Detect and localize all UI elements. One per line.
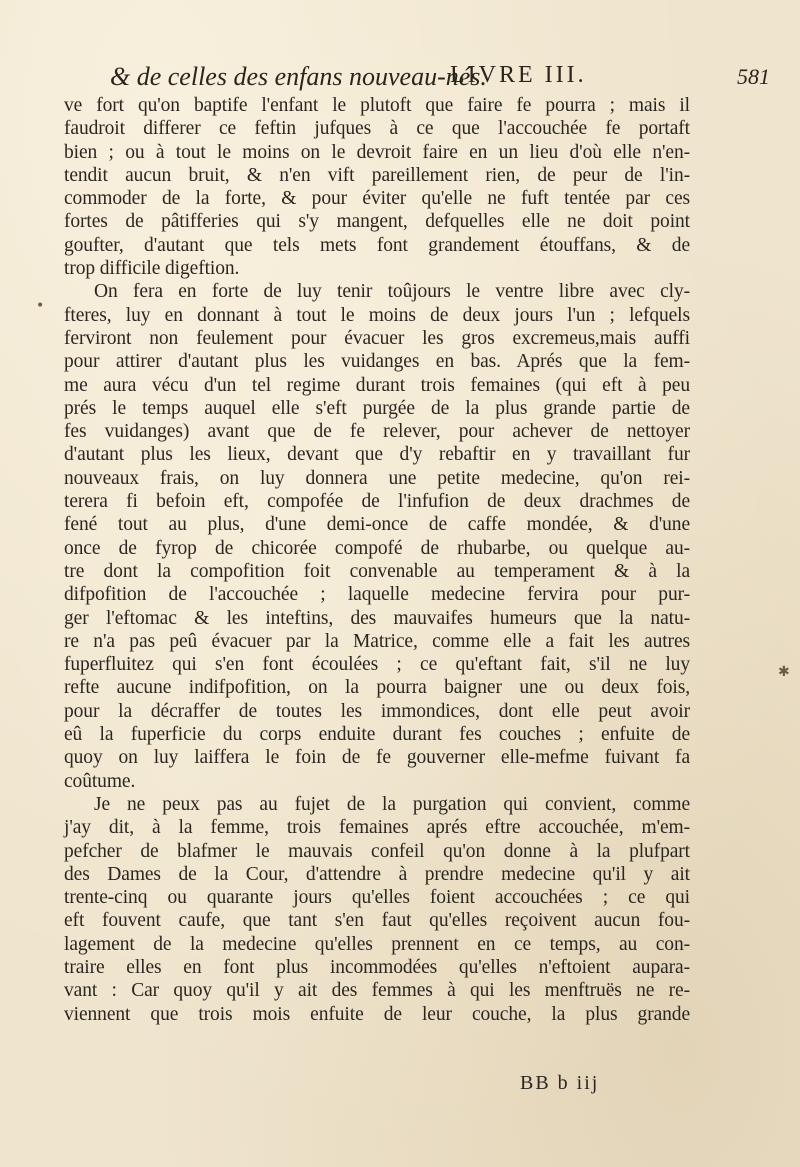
text-line: re n'a pas peû évacuer par la Matrice, comme elle a fait les autres [64,630,690,652]
text-line: fes vuidanges) avant que de fe relever, pour achever de nettoyer [64,421,690,443]
text-line: eft fouvent caufe, que tant s'en faut qu'elles reçoivent aucun fou- [64,910,690,932]
text-line: coûtume. [64,770,136,792]
text-line: ve fort qu'on baptife l'enfant le plutoft que faire fe pourra ; mais il [64,95,690,116]
text-line: refte aucune indifpofition, on la pourra baigner une ou deux fois, [64,677,690,699]
text-line: fteres, luy en donnant à tout le moins de deux jours l'un ; lefquels [64,304,690,326]
text-line: pefcher de blafmer le mauvais confeil qu'on donne à la plufpart [64,840,690,862]
page-number: 581 [737,64,770,89]
text-line: terera fi befoin eft, compofée de l'infufion de deux drachmes de [64,491,690,513]
text-line: prés le temps auquel elle s'eft purgée de la plus grande partie de [64,397,690,419]
text-line: once de fyrop de chicorée compofé de rhubarbe, ou quelque au- [64,537,690,559]
text-line: ger l'eftomac & les inteftins, des mauvaifes humeurs que la natu- [64,607,690,629]
text-line: pour attirer d'autant plus les vuidanges en bas. Aprés que la fem- [64,351,690,373]
text-line: fuperfluitez qui s'en font écoulées ; ce qu'eftant fait, s'il ne luy [64,654,690,676]
text-line: faudroit differer ce feftin jufques à ce que l'accouchée fe portaft [64,118,690,140]
text-line: quoy on luy laiffera le foin de fe gouverner elle-mefme fuivant fa [64,747,690,769]
text-line: vant : Car quoy qu'il y ait des femmes à qui les menftruës ne re- [64,980,690,1002]
text-line: bien ; ou à tout le moins on le devroit faire en un lieu d'où elle n'en- [64,141,690,163]
margin-dot: • [36,298,45,314]
body-text [64,94,690,1026]
text-line: nouveaux frais, on luy donnera une petite medecine, qu'on rei- [64,467,690,489]
text-line: On fera en forte de luy tenir toûjours le ventre libre avec cly- [94,281,690,303]
signature-mark: BB b iij [520,1072,600,1094]
text-line: difpofition de l'accouchée ; laquelle medecine fervira pour pur- [64,584,690,606]
text-line: lagement de la medecine qu'elles prennent en ce temps, au con- [64,933,690,955]
text-line: trente-cinq ou quarante jours qu'elles foient accouchées ; ce qui [64,887,690,909]
text-line: des Dames de la Cour, d'attendre à prendre medecine qu'il y ait [64,863,690,885]
text-line: commoder de la forte, & pour éviter qu'elle ne fuft tentée par ces [64,188,690,210]
running-head-book: LIVRE III. [450,62,587,88]
text-line: fortes de pâtifferies qui s'y mangent, defquelles elle ne doit point [64,211,690,233]
margin-star-icon: ✱ [778,664,790,680]
text-line: pour la décraffer de toutes les immondices, dont elle peut avoir [64,700,690,722]
running-head-title: & de celles des enfans nouveau-nés. [110,62,487,91]
running-head [110,62,770,94]
text-line: Je ne peux pas au fujet de la purgation qui convient, comme [94,793,690,815]
text-line: goufter, d'autant que tels mets font grandement étouffans, & de [64,234,690,256]
text-line: ferviront non feulement pour évacuer les gros excremeus,mais auffi [64,327,690,349]
text-line: viennent que trois mois enfuite de leur couche, la plus grande [64,1003,690,1025]
text-line: fené tout au plus, d'une demi-once de caffe mondée, & d'une [64,514,690,536]
text-line: j'ay dit, à la femme, trois femaines aprés eftre accouchée, m'em- [64,817,690,839]
text-line: d'autant plus les lieux, devant que d'y rebaftir en y travaillant fur [64,444,690,466]
text-line: traire elles en font plus incommodées qu'elles n'eftoient aupara- [64,956,690,978]
text-line: tendit aucun bruit, & n'en vift pareillement rien, de peur de l'in- [64,164,690,186]
text-line: tre dont la compofition foit convenable au temperament & à la [64,560,690,582]
text-line: trop difficile digeftion. [64,258,240,280]
text-line: eû la fuperficie du corps enduite durant fes couches ; enfuite de [64,724,690,746]
text-line: me aura vécu d'un tel regime durant trois femaines (qui eft à peu [64,374,690,396]
